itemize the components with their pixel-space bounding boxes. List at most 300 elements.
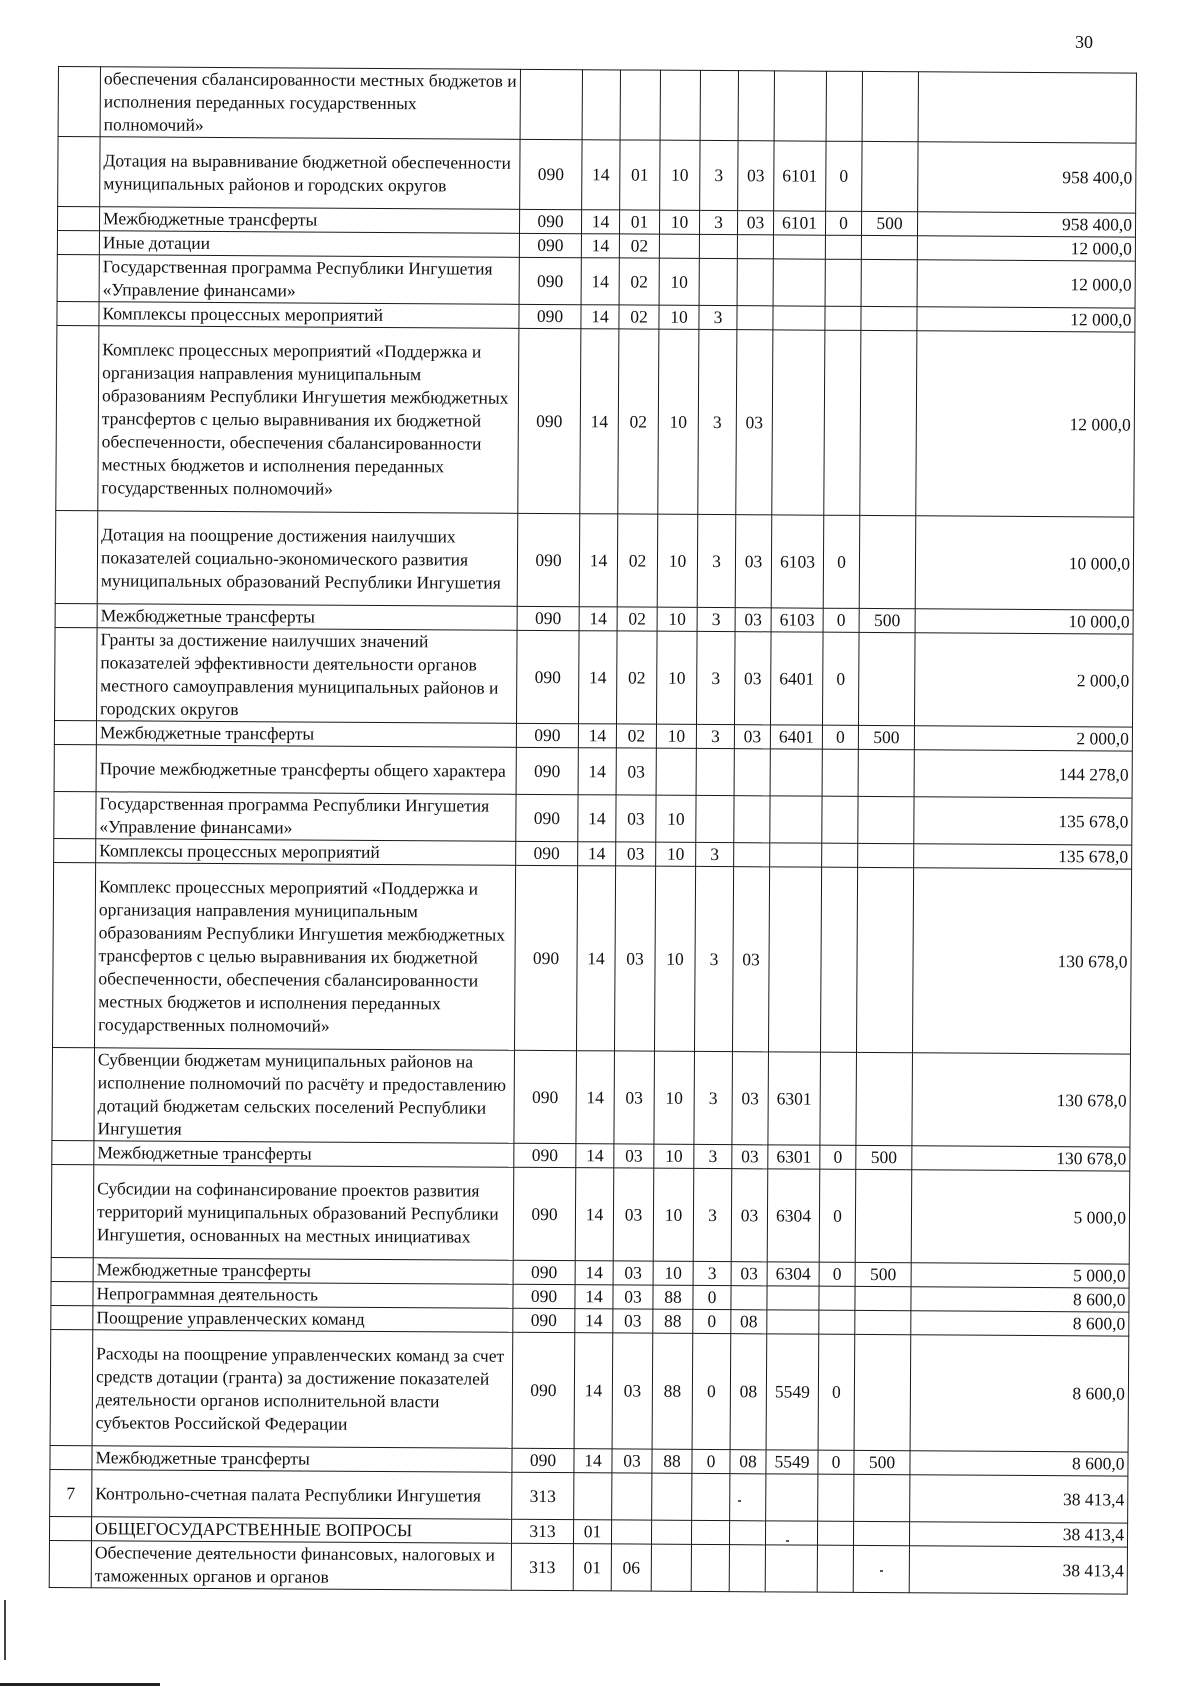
- code-direction-cell: [773, 259, 825, 306]
- code-type-cell: [700, 70, 738, 140]
- code-complex-cell: 03: [734, 725, 770, 749]
- page-number: 30: [1075, 32, 1093, 52]
- code-expense-type-cell: [855, 1310, 911, 1334]
- code-subsection-cell: 03: [612, 1333, 653, 1449]
- code-complex-cell: 03: [731, 1169, 768, 1262]
- code-type-cell: [692, 1473, 730, 1520]
- row-name-cell: Контрольно-счетная палата Республики Ингушетия: [92, 1470, 512, 1520]
- amount-cell: 12 000,0: [916, 331, 1135, 517]
- code-sub-cell: 0: [820, 1145, 856, 1169]
- code-program-cell: [656, 748, 696, 795]
- code-sub-cell: 0: [819, 1169, 856, 1262]
- row-name-cell: Непрограммная деятельность: [93, 1282, 513, 1309]
- row-index-cell: [57, 254, 99, 301]
- code-section-cell: 14: [582, 140, 620, 210]
- code-admin-cell: 090: [517, 513, 580, 606]
- code-section-cell: 14: [576, 1051, 615, 1144]
- code-sub-cell: 0: [818, 1450, 854, 1474]
- code-direction-cell: 6103: [771, 515, 824, 608]
- code-program-cell: 10: [659, 258, 699, 305]
- code-complex-cell: 03: [732, 867, 769, 1052]
- code-program-cell: 10: [659, 210, 699, 234]
- code-type-cell: [691, 1544, 729, 1591]
- code-subsection-cell: 06: [611, 1544, 651, 1591]
- code-program-cell: 88: [652, 1449, 692, 1473]
- code-expense-type-cell: 500: [855, 1262, 911, 1286]
- code-admin-cell: 313: [512, 1472, 574, 1519]
- row-index-cell: [50, 1329, 93, 1445]
- row-name-cell: Поощрение управленческих команд: [93, 1306, 513, 1333]
- row-name-cell: Комплекс процессных мероприятий «Поддержка и организация направления муниципальным образованиям Республики Ингушетия межбюджетных трансфертов с целью выравнивания их бюджетной обеспеченности, обеспечения сбалансированности местных бюджетов и исполнения переданных государственных полномочий»: [95, 863, 516, 1051]
- code-direction-cell: [773, 306, 825, 330]
- row-index-cell: [56, 325, 99, 510]
- code-subsection-cell: 03: [613, 1261, 653, 1285]
- table-row: [58, 137, 1136, 214]
- code-subsection-cell: 03: [613, 1309, 653, 1333]
- code-type-cell: 3: [693, 1168, 732, 1261]
- amount-cell: 12 000,0: [917, 260, 1135, 308]
- table-row: [57, 254, 1135, 308]
- row-index-cell: [55, 603, 97, 627]
- code-admin-cell: 090: [514, 1143, 576, 1167]
- code-sub-cell: 0: [819, 1262, 855, 1286]
- table-row: [56, 325, 1135, 517]
- amount-cell: 8 600,0: [910, 1335, 1129, 1452]
- code-type-cell: 3: [696, 631, 735, 724]
- code-subsection-cell: 02: [619, 258, 659, 305]
- amount-cell: 5 000,0: [911, 1170, 1130, 1264]
- code-expense-type-cell: [854, 1334, 911, 1450]
- amount-cell: 10 000,0: [915, 516, 1134, 610]
- code-section-cell: 01: [573, 1520, 611, 1544]
- code-complex-cell: 03: [735, 608, 771, 632]
- amount-cell: 8 600,0: [911, 1287, 1129, 1312]
- amount-cell: 12 000,0: [917, 236, 1135, 261]
- code-admin-cell: 090: [519, 304, 581, 328]
- code-direction-cell: 6101: [774, 141, 826, 211]
- code-program-cell: [659, 234, 699, 258]
- code-type-cell: 3: [697, 607, 735, 631]
- code-type-cell: [696, 748, 734, 795]
- table-row: [52, 1047, 1131, 1147]
- table-row: [50, 1329, 1129, 1452]
- code-type-cell: 0: [692, 1333, 731, 1449]
- code-type-cell: 0: [692, 1449, 730, 1473]
- code-type-cell: 3: [696, 724, 734, 748]
- code-direction-cell: 5549: [766, 1450, 818, 1474]
- code-program-cell: 10: [654, 866, 695, 1051]
- code-admin-cell: 090: [516, 794, 578, 841]
- table-row: [54, 791, 1132, 845]
- table-row: [54, 744, 1132, 798]
- scan-bottom-mark: [0, 1683, 160, 1686]
- code-program-cell: 10: [653, 1261, 693, 1285]
- code-complex-cell: [729, 1545, 765, 1592]
- code-subsection-cell: 02: [619, 305, 659, 329]
- code-program-cell: 10: [654, 1051, 695, 1144]
- code-admin-cell: [520, 69, 582, 139]
- code-complex-cell: 03: [731, 1262, 767, 1286]
- code-admin-cell: 090: [517, 606, 579, 630]
- code-complex-cell: [738, 71, 774, 141]
- code-admin-cell: 090: [519, 257, 581, 304]
- code-sub-cell: 0: [823, 515, 860, 608]
- code-expense-type-cell: 500: [858, 725, 914, 749]
- row-index-cell: [52, 1047, 95, 1140]
- code-section-cell: 14: [576, 866, 615, 1051]
- table-row: [49, 1540, 1127, 1594]
- code-section-cell: 14: [574, 1333, 613, 1449]
- code-type-cell: 3: [700, 140, 738, 210]
- code-type-cell: 3: [694, 1144, 732, 1168]
- code-admin-cell: 090: [518, 328, 581, 513]
- code-type-cell: [699, 234, 737, 258]
- budget-table: [49, 66, 1137, 1595]
- code-sub-cell: [825, 235, 861, 259]
- code-section-cell: 14: [575, 1309, 613, 1333]
- code-sub-cell: 0: [818, 1334, 855, 1450]
- code-expense-type-cell: [861, 235, 917, 259]
- table-row: [53, 862, 1132, 1054]
- code-subsection-cell: 03: [614, 1051, 655, 1144]
- code-section-cell: 14: [578, 631, 617, 724]
- amount-cell: 2 000,0: [914, 633, 1133, 727]
- code-complex-cell: [731, 1286, 767, 1310]
- code-expense-type-cell: 500: [861, 211, 917, 235]
- table-body: [49, 67, 1136, 1595]
- code-type-cell: 3: [693, 1261, 731, 1285]
- code-section-cell: 14: [581, 305, 619, 329]
- row-name-cell: Комплексы процессных мероприятий: [96, 839, 516, 866]
- code-program-cell: 10: [656, 842, 696, 866]
- amount-cell: 135 678,0: [914, 797, 1132, 845]
- code-program-cell: 10: [659, 305, 699, 329]
- table-row: [58, 67, 1136, 144]
- code-direction-cell: 5549: [766, 1334, 819, 1450]
- code-program-cell: 10: [660, 140, 700, 210]
- code-sub-cell: [825, 306, 861, 330]
- code-admin-cell: 090: [516, 747, 578, 794]
- code-expense-type-cell: [856, 1052, 913, 1145]
- amount-cell: 38 413,4: [910, 1475, 1128, 1523]
- code-admin-cell: 090: [513, 1284, 575, 1308]
- scan-speck: [738, 1500, 741, 1502]
- code-admin-cell: 090: [514, 1050, 577, 1143]
- row-name-cell: Расходы на поощрение управленческих команд за счет средств дотации (гранта) за достижение показателей деятельности органов исполнительной власти субъектов Российской Федерации: [92, 1330, 513, 1449]
- code-admin-cell: 090: [516, 841, 578, 865]
- row-index-cell: [51, 1281, 93, 1305]
- row-index-cell: [58, 137, 100, 207]
- code-sub-cell: [817, 1521, 853, 1545]
- code-complex-cell: 03: [736, 330, 773, 515]
- code-admin-cell: 090: [514, 865, 577, 1050]
- row-name-cell: Государственная программа Республики Ингушетия «Управление финансами»: [96, 792, 516, 842]
- code-expense-type-cell: [861, 259, 917, 306]
- code-type-cell: 3: [698, 329, 737, 514]
- row-name-cell: Межбюджетные трансферты: [93, 1258, 513, 1285]
- code-subsection-cell: 02: [619, 234, 659, 258]
- code-direction-cell: [770, 796, 822, 843]
- row-name-cell: Субсидии на софинансирование проектов развития территорий муниципальных образований Республики Ингушетия, основанных на местных инициативах: [93, 1165, 514, 1261]
- row-index-cell: [57, 207, 99, 231]
- code-direction-cell: [770, 749, 822, 796]
- code-complex-cell: 03: [732, 1145, 768, 1169]
- code-subsection-cell: 03: [614, 1144, 654, 1168]
- table-row: [55, 510, 1134, 610]
- code-type-cell: 3: [699, 210, 737, 234]
- code-admin-cell: 313: [511, 1543, 573, 1590]
- row-name-cell: Межбюджетные трансферты: [92, 1446, 512, 1473]
- code-admin-cell: 090: [519, 233, 581, 257]
- code-section-cell: 14: [578, 748, 616, 795]
- code-expense-type-cell: [862, 141, 918, 211]
- row-name-cell: Межбюджетные трансферты: [94, 1141, 514, 1168]
- code-direction-cell: 6101: [773, 211, 825, 235]
- row-name-cell: Субвенции бюджетам муниципальных районов на исполнение полномочий по расчёту и предоставлению дотаций бюджетам сельских поселений Республики Ингушетия: [94, 1048, 515, 1144]
- code-program-cell: 10: [658, 329, 699, 514]
- row-name-cell: обеспечения сбалансированности местных бюджетов и исполнения переданных государственных полномочий»: [100, 67, 520, 140]
- code-expense-type-cell: 500: [854, 1450, 910, 1474]
- code-admin-cell: 090: [512, 1332, 575, 1448]
- code-section-cell: 14: [575, 1285, 613, 1309]
- amount-cell: 38 413,4: [909, 1522, 1127, 1547]
- code-program-cell: 10: [656, 631, 697, 724]
- code-expense-type-cell: [853, 1521, 909, 1545]
- code-sub-cell: 0: [822, 725, 858, 749]
- code-sub-cell: [820, 867, 857, 1052]
- code-section-cell: 14: [581, 258, 619, 305]
- row-name-cell: Межбюджетные трансферты: [96, 721, 516, 748]
- code-subsection-cell: 02: [616, 631, 657, 724]
- code-complex-cell: [734, 796, 770, 843]
- row-name-cell: Дотация на выравнивание бюджетной обеспеченности муниципальных районов и городских округов: [100, 137, 520, 210]
- code-section-cell: [574, 1473, 612, 1520]
- code-complex-cell: [734, 749, 770, 796]
- code-expense-type-cell: [858, 843, 914, 867]
- code-direction-cell: [772, 330, 825, 515]
- code-subsection-cell: [611, 1520, 651, 1544]
- amount-cell: 958 400,0: [918, 142, 1136, 213]
- code-expense-type-cell: [860, 330, 917, 515]
- code-expense-type-cell: [858, 749, 914, 796]
- code-section-cell: 14: [580, 329, 619, 514]
- code-section-cell: [582, 70, 620, 140]
- code-direction-cell: [774, 71, 826, 141]
- table-row: [51, 1164, 1130, 1264]
- amount-cell: 130 678,0: [912, 868, 1131, 1054]
- code-sub-cell: [819, 1286, 855, 1310]
- row-index-cell: [58, 67, 100, 137]
- code-expense-type-cell: [855, 1286, 911, 1310]
- code-complex-cell: [737, 235, 773, 259]
- code-sub-cell: [822, 843, 858, 867]
- row-name-cell: Комплекс процессных мероприятий «Поддержка и организация направления муниципальным образованиям Республики Ингушетия межбюджетных трансфертов с целью выравнивания их бюджетной обеспеченности, обеспечения сбалансированности местных бюджетов и исполнения переданных государственных полномочий»: [98, 326, 519, 514]
- code-complex-cell: 03: [732, 1052, 769, 1145]
- row-index-cell: [49, 1516, 91, 1540]
- code-subsection-cell: 03: [613, 1168, 654, 1261]
- code-program-cell: 10: [653, 1168, 694, 1261]
- code-direction-cell: 6301: [768, 1052, 821, 1145]
- row-index-cell: [54, 720, 96, 744]
- code-subsection-cell: 03: [616, 795, 656, 842]
- code-section-cell: 14: [578, 724, 616, 748]
- row-name-cell: Комплексы процессных мероприятий: [99, 302, 519, 329]
- table-row: [50, 1469, 1128, 1523]
- row-index-cell: [53, 862, 96, 1047]
- code-expense-type-cell: [858, 632, 915, 725]
- code-sub-cell: [825, 259, 861, 306]
- code-admin-cell: 090: [512, 1448, 574, 1472]
- code-section-cell: 14: [579, 607, 617, 631]
- code-sub-cell: [818, 1474, 854, 1521]
- code-program-cell: [651, 1544, 691, 1591]
- code-subsection-cell: 03: [613, 1285, 653, 1309]
- row-name-cell: Гранты за достижение наилучших значений показателей эффективности деятельности органов местного самоуправления муниципальных районов и городских округов: [97, 628, 518, 724]
- amount-cell: 8 600,0: [911, 1311, 1129, 1336]
- code-complex-cell: [730, 1474, 766, 1521]
- budget-table-container: [49, 66, 1137, 1595]
- code-section-cell: 14: [581, 210, 619, 234]
- code-direction-cell: 6103: [771, 608, 823, 632]
- amount-cell: 12 000,0: [917, 307, 1135, 332]
- row-index-cell: [57, 230, 99, 254]
- code-sub-cell: [820, 1052, 857, 1145]
- code-admin-cell: 090: [513, 1308, 575, 1332]
- amount-cell: [918, 72, 1136, 143]
- row-name-cell: Дотация на поощрение достижения наилучших показателей социально-экономического развития муниципальных образований Республики Ингушетия: [97, 511, 518, 607]
- code-admin-cell: 090: [519, 209, 581, 233]
- row-index-cell: [51, 1164, 94, 1257]
- code-section-cell: 14: [575, 1261, 613, 1285]
- code-complex-cell: 03: [737, 211, 773, 235]
- code-sub-cell: [824, 330, 861, 515]
- code-sub-cell: 0: [823, 608, 859, 632]
- code-direction-cell: [765, 1545, 817, 1592]
- code-sub-cell: [819, 1310, 855, 1334]
- code-complex-cell: 08: [730, 1450, 766, 1474]
- amount-cell: 10 000,0: [915, 609, 1133, 634]
- code-admin-cell: 090: [516, 723, 578, 747]
- row-name-cell: Обеспечение деятельности финансовых, налоговых и таможенных органов и органов: [91, 1541, 511, 1591]
- code-type-cell: 3: [696, 842, 734, 866]
- code-type-cell: 0: [693, 1309, 731, 1333]
- code-direction-cell: [768, 867, 821, 1052]
- code-type-cell: [691, 1520, 729, 1544]
- row-name-cell: Государственная программа Республики Ингушетия «Управление финансами»: [99, 255, 519, 305]
- code-program-cell: 88: [652, 1333, 693, 1449]
- code-section-cell: 14: [578, 842, 616, 866]
- code-subsection-cell: 02: [617, 607, 657, 631]
- code-section-cell: 14: [574, 1449, 612, 1473]
- amount-cell: 38 413,4: [909, 1546, 1127, 1594]
- row-name-cell: Иные дотации: [99, 231, 519, 258]
- code-section-cell: 14: [581, 234, 619, 258]
- code-type-cell: 3: [694, 1051, 733, 1144]
- code-program-cell: [660, 70, 700, 140]
- code-expense-type-cell: [859, 515, 916, 608]
- row-index-cell: [55, 627, 98, 720]
- code-direction-cell: 6401: [770, 725, 822, 749]
- code-direction-cell: 6304: [767, 1262, 819, 1286]
- row-name-cell: Прочие межбюджетные трансферты общего характера: [96, 745, 516, 795]
- code-section-cell: 14: [575, 1168, 614, 1261]
- amount-cell: 958 400,0: [917, 212, 1135, 237]
- code-sub-cell: 0: [826, 141, 862, 211]
- code-program-cell: 10: [657, 514, 698, 607]
- code-complex-cell: 08: [730, 1334, 767, 1450]
- code-expense-type-cell: 500: [856, 1145, 912, 1169]
- code-program-cell: 88: [653, 1285, 693, 1309]
- code-sub-cell: 0: [822, 632, 859, 725]
- code-type-cell: 0: [693, 1285, 731, 1309]
- code-admin-cell: 090: [520, 139, 582, 209]
- code-complex-cell: 03: [735, 515, 772, 608]
- code-type-cell: 3: [699, 305, 737, 329]
- code-subsection-cell: 03: [616, 842, 656, 866]
- code-subsection-cell: [612, 1473, 652, 1520]
- code-direction-cell: [767, 1310, 819, 1334]
- code-expense-type-cell: [862, 71, 918, 141]
- code-type-cell: [699, 258, 737, 305]
- code-direction-cell: 6401: [770, 632, 823, 725]
- row-index-cell: [50, 1445, 92, 1469]
- row-name-cell: Межбюджетные трансферты: [99, 207, 519, 234]
- code-type-cell: 3: [697, 514, 736, 607]
- code-admin-cell: 090: [513, 1167, 576, 1260]
- code-program-cell: 10: [656, 724, 696, 748]
- code-subsection-cell: 02: [618, 329, 659, 514]
- code-expense-type-cell: [858, 796, 914, 843]
- code-program-cell: [651, 1520, 691, 1544]
- code-direction-cell: [766, 1474, 818, 1521]
- code-program-cell: 88: [653, 1309, 693, 1333]
- code-subsection-cell: 03: [612, 1449, 652, 1473]
- row-index-cell: [54, 744, 96, 791]
- code-complex-cell: [734, 843, 770, 867]
- amount-cell: 144 278,0: [914, 750, 1132, 798]
- row-index-cell: 7: [50, 1469, 92, 1516]
- code-type-cell: 3: [694, 866, 733, 1051]
- row-index-cell: [54, 791, 96, 838]
- code-complex-cell: [729, 1521, 765, 1545]
- code-direction-cell: [773, 235, 825, 259]
- row-index-cell: [54, 838, 96, 862]
- row-index-cell: [49, 1540, 91, 1587]
- code-admin-cell: 090: [513, 1260, 575, 1284]
- code-subsection-cell: 03: [614, 866, 655, 1051]
- scan-speck: [880, 1570, 883, 1572]
- code-type-cell: [696, 795, 734, 842]
- amount-cell: 130 678,0: [912, 1053, 1131, 1147]
- amount-cell: 130 678,0: [912, 1146, 1130, 1171]
- code-direction-cell: 6304: [767, 1169, 820, 1262]
- code-sub-cell: [826, 71, 862, 141]
- code-section-cell: 14: [579, 514, 618, 607]
- code-subsection-cell: 03: [616, 748, 656, 795]
- code-program-cell: [652, 1473, 692, 1520]
- code-expense-type-cell: [855, 1169, 912, 1262]
- code-complex-cell: [737, 306, 773, 330]
- amount-cell: 8 600,0: [910, 1451, 1128, 1476]
- code-sub-cell: [817, 1545, 853, 1592]
- code-complex-cell: [737, 259, 773, 306]
- code-direction-cell: [765, 1521, 817, 1545]
- code-expense-type-cell: 500: [859, 608, 915, 632]
- code-expense-type-cell: [854, 1474, 910, 1521]
- row-index-cell: [52, 1140, 94, 1164]
- code-subsection-cell: 02: [616, 724, 656, 748]
- code-admin-cell: 313: [511, 1519, 573, 1543]
